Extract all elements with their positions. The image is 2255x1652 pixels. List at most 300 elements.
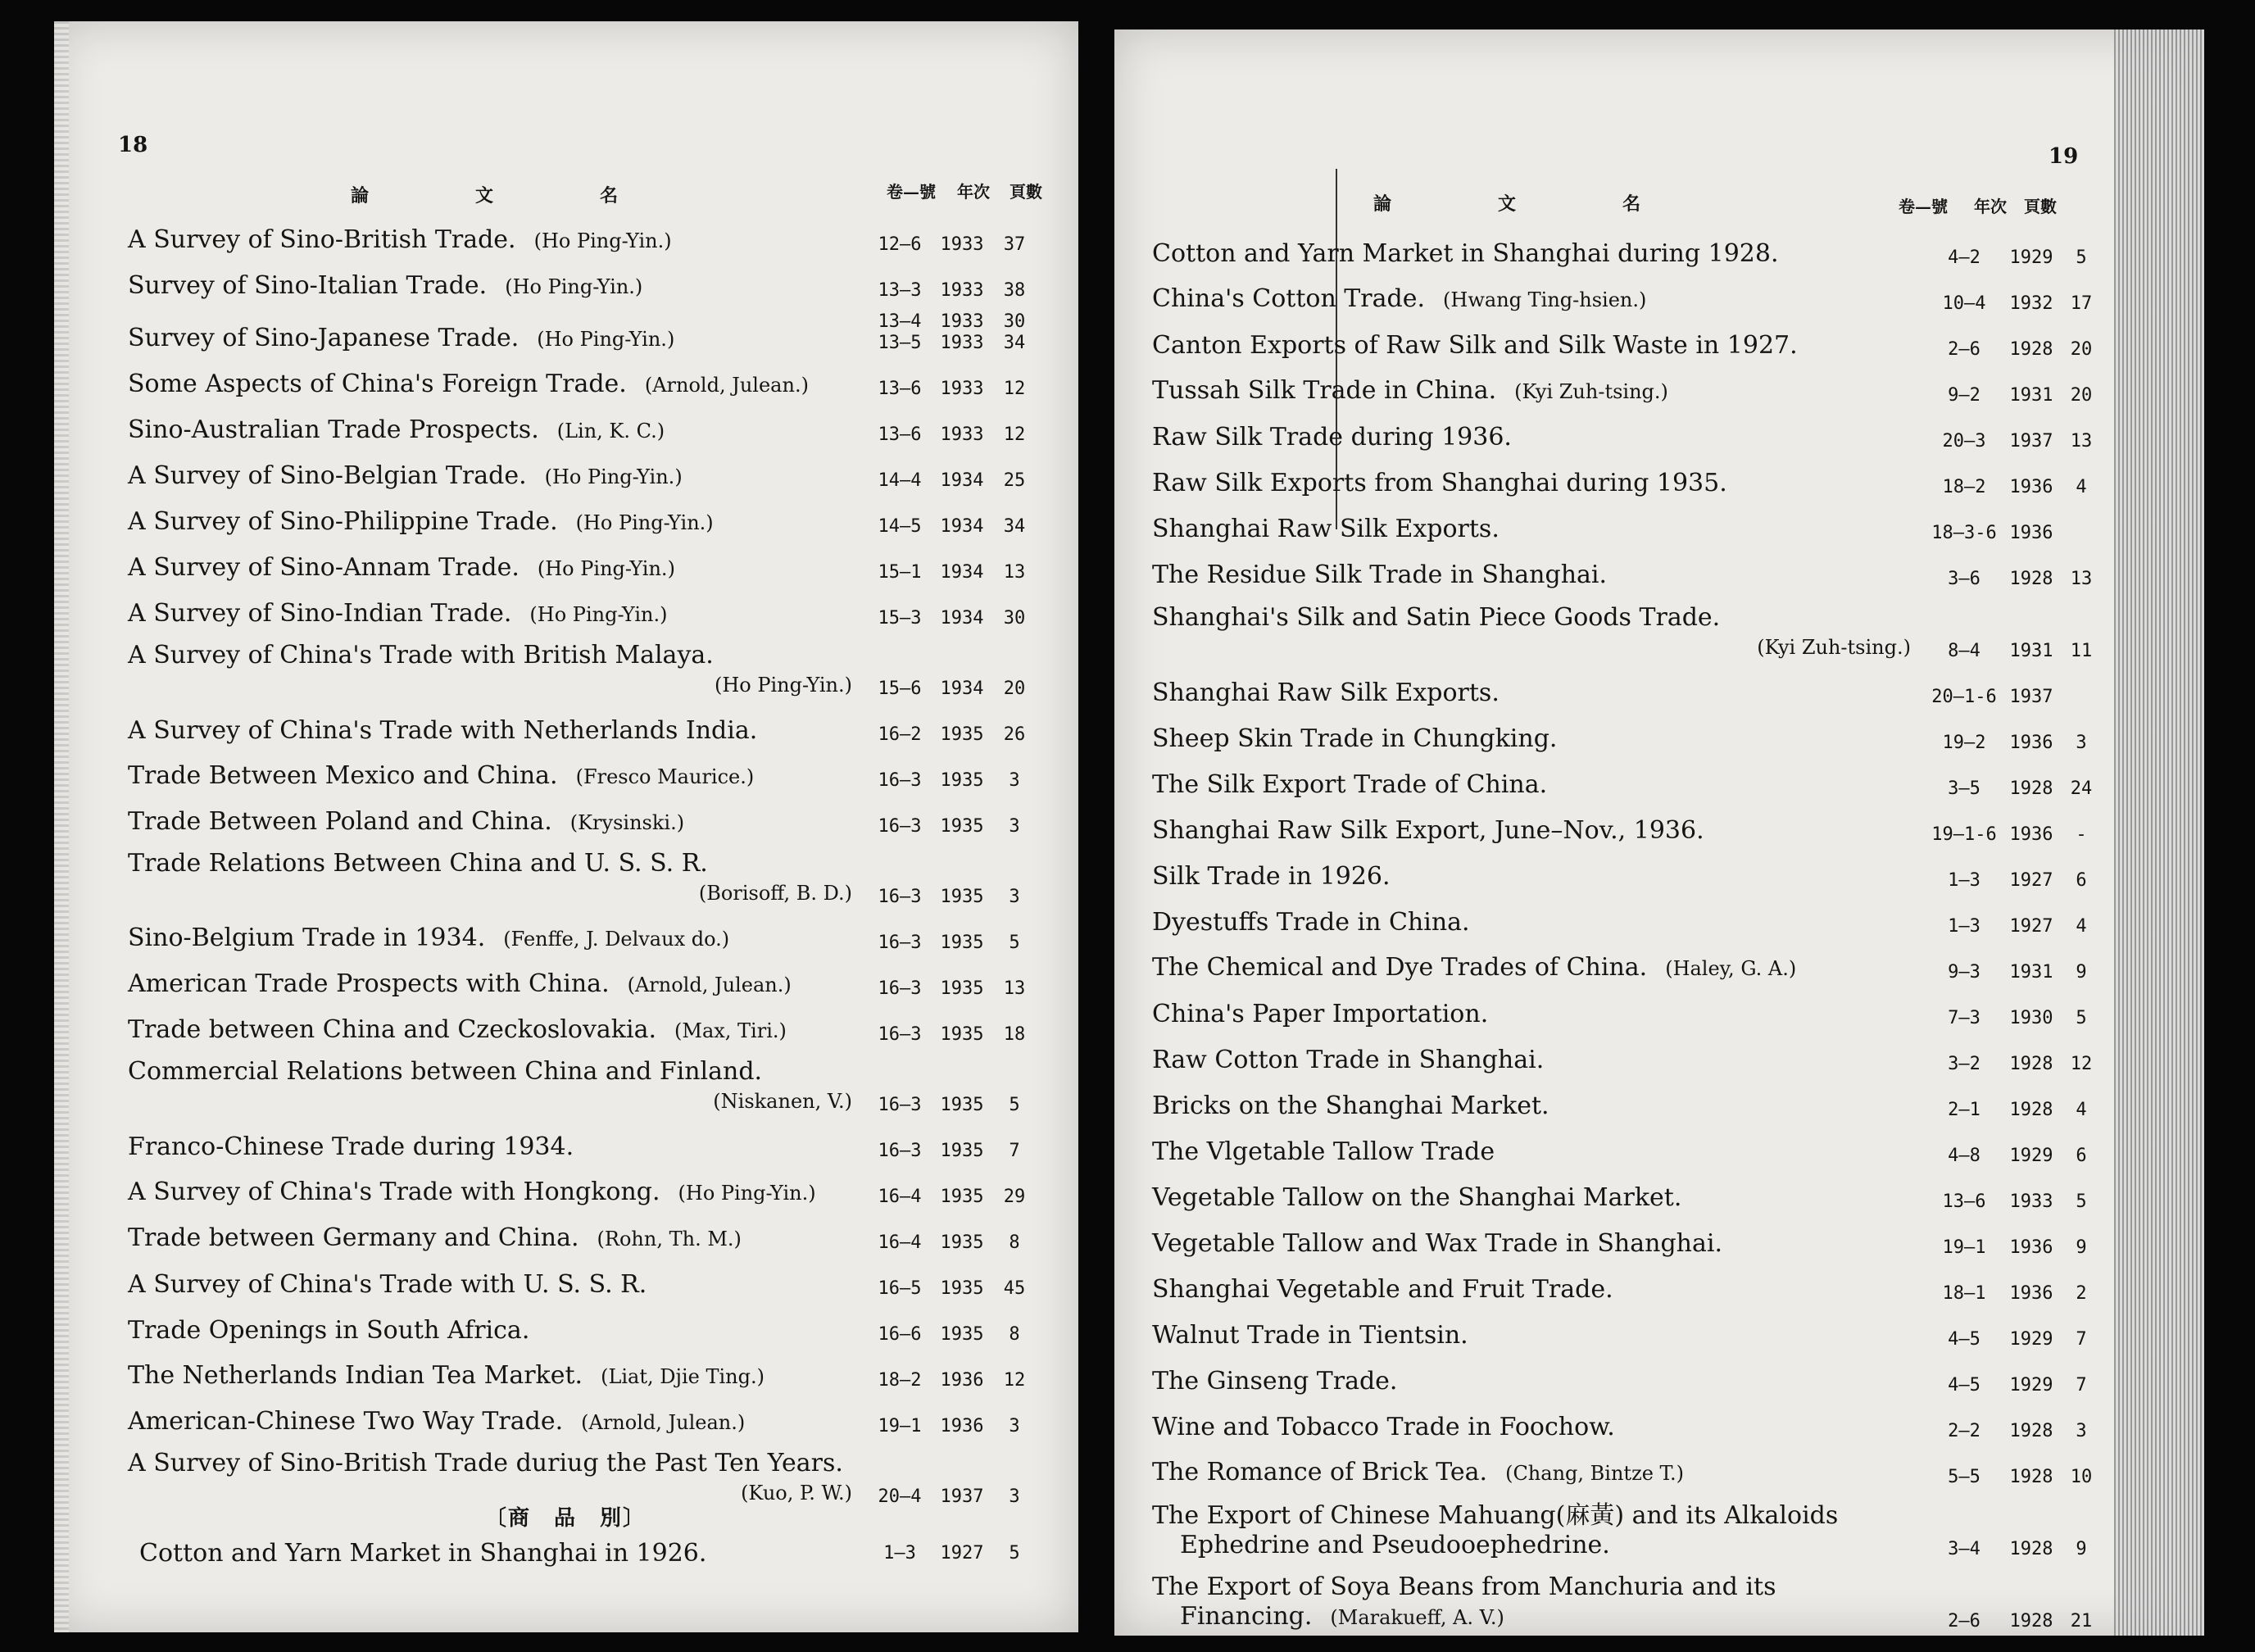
citation-year: 1933 <box>940 379 984 399</box>
entry-author: (Haley, G. A.) <box>1665 957 1797 980</box>
entry-title: American Trade Prospects with China. <box>128 969 610 998</box>
citation-vol: 16—3 <box>878 1095 922 1115</box>
column-header-title: 論 文 名 <box>1373 193 1641 215</box>
list-item <box>128 256 1037 302</box>
entry-author: (Chang, Bintze T.) <box>1505 1462 1685 1485</box>
citation-year: 1929 <box>2009 1375 2053 1396</box>
citation-year: 1933 1933 <box>940 311 984 353</box>
citation-vol: 16—3 <box>878 1024 922 1045</box>
entry-citation <box>867 470 1037 492</box>
entry-title-block <box>1152 1573 1926 1632</box>
citation-vol: 2—1 <box>1948 1100 1980 1120</box>
list-item <box>1152 1075 2103 1121</box>
list-item <box>1152 452 2103 498</box>
list-item <box>1152 754 2103 800</box>
citation-year: 1931 <box>2009 962 2053 983</box>
entry-title: Wine and Tobacco Trade in Foochow. <box>1152 1413 1615 1441</box>
list-item <box>128 400 1037 446</box>
citation-vol: 15—1 <box>878 562 922 583</box>
entry-title-block <box>128 924 867 954</box>
entry-citation <box>1926 431 2103 452</box>
entry-citation <box>867 608 1037 629</box>
citation-vol: 16—6 <box>878 1324 922 1345</box>
citation-vol: 4—8 <box>1948 1146 1980 1166</box>
right-page <box>1114 30 2204 1636</box>
list-item <box>1152 315 2103 361</box>
entry-title: Franco-Chinese Trade during 1934. <box>128 1132 574 1161</box>
citation-vol: 7—3 <box>1948 1008 1980 1028</box>
page-number: 18 <box>118 133 148 157</box>
list-item <box>1152 800 2103 846</box>
citation-year: 1936 <box>940 1370 984 1391</box>
citation-vol: 14—4 <box>878 470 922 491</box>
citation-year: 1935 <box>940 887 984 907</box>
citation-pages: 8 <box>1009 1232 1020 1253</box>
citation-pages: 3 <box>1009 770 1020 791</box>
entry-citation <box>1926 569 2103 590</box>
list-item <box>1152 361 2103 406</box>
list-item <box>1152 983 2103 1029</box>
citation-year: 1937 <box>2009 687 2053 707</box>
entry-title: China's Paper Importation. <box>1152 1000 1489 1028</box>
entry-citation <box>867 1324 1037 1346</box>
list-item <box>128 792 1037 837</box>
entry-title-block <box>128 225 867 256</box>
citation-pages: 37 <box>1003 234 1026 255</box>
citation-year: 1928 <box>2009 1100 2053 1120</box>
entry-title-block <box>1152 1275 1926 1305</box>
entry-title-block <box>128 1178 867 1208</box>
entry-title: Sino-Belgium Trade in 1934. <box>128 924 486 952</box>
entry-citation <box>1926 687 2103 708</box>
entry-title: Shanghai Raw Silk Export, June–Nov., 1936. <box>1152 816 1704 845</box>
entry-citation <box>1926 1467 2103 1488</box>
citation-pages: 29 <box>1003 1187 1026 1207</box>
citation-year: 1935 <box>940 816 984 837</box>
entry-title-block <box>128 1132 867 1162</box>
entry-title-block <box>1152 515 1926 544</box>
entry-author: (Fenffe, J. Delvaux do.) <box>503 928 730 951</box>
citation-year: 1927 <box>2009 870 2053 891</box>
citation-vol: 18—2 <box>878 1370 922 1391</box>
entry-citation <box>867 724 1037 746</box>
list-item <box>128 492 1037 538</box>
citation-vol: 19—2 <box>1942 733 1986 753</box>
citation-year: 1928 <box>2009 778 2053 799</box>
citation-vol: 3—4 <box>1948 1539 1980 1559</box>
entry-citation <box>1926 1611 2103 1632</box>
citation-pages: 2 <box>2076 1283 2087 1304</box>
entry-title: The Chemical and Dye Trades of China. <box>1152 953 1648 982</box>
list-item <box>1152 1167 2103 1213</box>
entry-title-block <box>128 1449 867 1508</box>
entry-citation <box>1926 339 2103 361</box>
citation-vol: 18—3-6 <box>1931 523 1997 543</box>
list-item <box>1152 892 2103 937</box>
entry-title: Trade between Germany and China. <box>128 1223 579 1252</box>
citation-year: 1932 <box>2009 293 2053 314</box>
citation-year: 1934 <box>940 516 984 537</box>
citation-pages: 26 <box>1003 724 1026 745</box>
citation-year: 1935 <box>940 1095 984 1115</box>
entry-title-block <box>1152 376 1926 406</box>
citation-year: 1936 <box>2009 824 2053 845</box>
entry-author: (Marakueff, A. V.) <box>1330 1606 1504 1629</box>
entry-author: (Ho Ping-Yin.) <box>678 1182 816 1205</box>
entry-title-block <box>128 849 867 908</box>
entry-citation <box>1926 962 2103 983</box>
entry-author: (Lin, K. C.) <box>556 420 665 442</box>
entry-title-block <box>1152 816 1926 846</box>
citation-vol: 16—3 <box>878 816 922 837</box>
list-item: Cotton and Yarn Market in Shanghai in 1926. 1—3 1927 5 <box>139 1539 1020 1568</box>
entry-title-cont: Ephedrine and Pseudooephedrine. <box>1180 1531 1610 1559</box>
entry-author: (Krysinski.) <box>569 811 685 834</box>
list-item <box>1152 708 2103 754</box>
entry-citation <box>1926 385 2103 406</box>
entry-author: (Fresco Maurice.) <box>575 765 755 788</box>
entry-title-block <box>1152 603 1926 662</box>
entry-title: Walnut Trade in Tientsin. <box>1152 1321 1468 1350</box>
citation-year: 1933 <box>940 424 984 445</box>
list-item <box>1152 406 2103 452</box>
entry-title-block <box>1152 239 1926 269</box>
entry-title: Commercial Relations between China and Finland. <box>128 1057 763 1086</box>
list-item <box>1152 1396 2103 1442</box>
entry-citation <box>867 887 1037 908</box>
list-item <box>1152 1121 2103 1167</box>
citation-pages: 4 <box>2076 916 2087 937</box>
citation-pages: 6 <box>2076 870 2087 891</box>
entry-title: Trade Between Mexico and China. <box>128 761 558 790</box>
entry-title: Raw Cotton Trade in Shanghai. <box>1152 1046 1545 1074</box>
entry-citation <box>867 1141 1037 1162</box>
citation-pages: 18 <box>1003 1024 1026 1045</box>
citation-vol: 13—6 <box>878 424 922 445</box>
citation-year: 1928 <box>2009 1467 2053 1487</box>
citation-year: 1933 <box>940 234 984 255</box>
entry-title-block <box>128 461 867 492</box>
entry-citation <box>867 1024 1037 1046</box>
citation-pages: 38 <box>1003 280 1026 301</box>
entry-title: Dyestuffs Trade in China. <box>1152 908 1470 937</box>
entry-title-block <box>128 969 867 1000</box>
entry-citation <box>1926 1283 2103 1305</box>
entry-author: (Kuo, P. W.) <box>741 1482 852 1504</box>
page-number: 19 <box>2049 144 2079 169</box>
entry-title: The Export of Soya Beans from Manchuria and its <box>1152 1573 1776 1601</box>
citation-vol: 2—2 <box>1948 1421 1980 1441</box>
entry-author: (Ho Ping-Yin.) <box>529 603 668 626</box>
citation-vol: 3—5 <box>1948 778 1980 799</box>
entry-citation <box>1926 1191 2103 1213</box>
entry-title: Trade between China and Czeckoslovakia. <box>128 1015 656 1044</box>
entry-citation <box>1926 824 2103 846</box>
citation-pages: 13 <box>2070 569 2093 589</box>
entry-title-block <box>128 370 867 400</box>
citation-pages: 30 34 <box>1003 311 1026 353</box>
citation-vol: 12—6 <box>878 234 922 255</box>
citation-year: 1937 <box>940 1486 984 1507</box>
citation-year: 1937 <box>2009 431 2053 452</box>
entry-title: Trade Between Poland and China. <box>128 807 552 836</box>
citation-vol: 16—4 <box>878 1187 922 1207</box>
entry-author: (Max, Tiri.) <box>674 1019 787 1042</box>
citation-vol: 16—3 <box>878 1141 922 1161</box>
entry-title-block <box>1152 1092 1926 1121</box>
list-item <box>128 1000 1037 1046</box>
citation-year: 1936 <box>2009 477 2053 497</box>
entry-title: The Silk Export Trade of China. <box>1152 770 1548 799</box>
entry-citation <box>1926 1008 2103 1029</box>
entry-title: Bricks on the Shanghai Market. <box>1152 1092 1549 1120</box>
entry-title-block <box>1152 423 1926 452</box>
entry-author: (Hwang Ting-hsien.) <box>1443 288 1647 311</box>
entry-citation <box>1926 1421 2103 1442</box>
entry-title: Shanghai's Silk and Satin Piece Goods Trade. <box>1152 603 1721 632</box>
entry-citation <box>867 1370 1037 1391</box>
citation-vol: 16—3 <box>878 770 922 791</box>
citation-year: 1936 <box>2009 523 2053 543</box>
entry-title: The Netherlands Indian Tea Market. <box>128 1361 583 1390</box>
entry-title: Raw Silk Trade during 1936. <box>1152 423 1512 452</box>
list-item <box>128 583 1037 629</box>
citation-vol: 3—6 <box>1948 569 1980 589</box>
entry-title: A Survey of China's Trade with Netherlands India. <box>128 716 758 745</box>
entry-title: Shanghai Raw Silk Exports. <box>1152 515 1500 543</box>
entry-title: A Survey of China's Trade with U. S. S. R. <box>128 1270 647 1299</box>
citation-vol: 5—5 <box>1948 1467 1980 1487</box>
entry-title: The Romance of Brick Tea. <box>1152 1458 1488 1486</box>
entry-title-block <box>1152 908 1926 937</box>
citation-pages: 13 <box>1003 978 1026 999</box>
column-header-title: 論 文 名 <box>351 185 619 206</box>
citation-pages: 7 <box>2076 1375 2087 1396</box>
entry-title-block <box>128 1407 867 1437</box>
entry-title-block <box>128 641 867 700</box>
citation-pages: 9 <box>2076 1237 2087 1258</box>
citation-year: 1928 <box>2009 1611 2053 1632</box>
citation-year: 1935 <box>940 770 984 791</box>
citation-year: 1936 <box>940 1416 984 1436</box>
list-item <box>1152 1259 2103 1305</box>
final-entry <box>139 1539 1037 1568</box>
list-item <box>1152 662 2103 708</box>
entry-title: A Survey of China's Trade with Hongkong. <box>128 1178 660 1206</box>
citation-pages: 4 <box>2076 477 2087 497</box>
entry-title-block <box>128 1015 867 1046</box>
entry-title: Sino-Australian Trade Prospects. <box>128 415 539 444</box>
entry-title: A Survey of Sino-Philippine Trade. <box>128 507 558 536</box>
citation-vol: 20—1-6 <box>1931 687 1997 707</box>
entry-author: (Liat, Djie Ting.) <box>601 1365 765 1388</box>
citation-pages: 20 <box>2070 339 2093 360</box>
list-item <box>128 1046 1037 1116</box>
left-page <box>54 21 1078 1632</box>
entry-title: A Survey of Sino-British Trade. <box>128 225 516 254</box>
list-item <box>128 629 1037 700</box>
entry-author: (Borisoff, B. D.) <box>698 882 852 905</box>
citation-pages: 13 <box>1003 562 1026 583</box>
citation-vol: 15—3 <box>878 608 922 629</box>
entry-citation <box>1926 870 2103 892</box>
citation-vol: 16—3 <box>878 978 922 999</box>
citation-vol: 2—6 <box>1948 1611 1980 1632</box>
citation-pages: 11 <box>2070 641 2093 661</box>
citation-pages: 5 <box>1009 933 1020 953</box>
citation-year: 1936 <box>2009 733 2053 753</box>
list-item <box>128 538 1037 583</box>
citation-pages: 25 <box>1003 470 1026 491</box>
entry-author: (Arnold, Julean.) <box>644 374 809 397</box>
citation-pages: 10 <box>2070 1467 2093 1487</box>
citation-pages: 3 <box>1009 816 1020 837</box>
entry-title: Tussah Silk Trade in China. <box>1152 376 1497 405</box>
citation-year: 1933 <box>940 280 984 301</box>
entry-citation <box>867 816 1037 837</box>
entry-citation <box>867 933 1037 954</box>
citation-vol: 16—5 <box>878 1278 922 1299</box>
citation-year: 1935 <box>940 1324 984 1345</box>
list-item <box>128 354 1037 400</box>
entry-citation <box>867 1486 1037 1508</box>
entry-title-block <box>128 507 867 538</box>
citation-vol: 2—6 <box>1948 339 1980 360</box>
entry-title: China's Cotton Trade. <box>1152 284 1426 313</box>
citation-vol: 9—3 <box>1948 962 1980 983</box>
list-item <box>128 1116 1037 1162</box>
entry-title: Vegetable Tallow on the Shanghai Market. <box>1152 1183 1682 1212</box>
citation-vol: 1—3 <box>1948 916 1980 937</box>
entry-title-block <box>1152 678 1926 708</box>
entry-citation <box>867 1187 1037 1208</box>
list-item <box>128 210 1037 256</box>
entry-title-cont: Financing. (Marakueff, A. V.) <box>1180 1602 1504 1631</box>
entry-title: Shanghai Vegetable and Fruit Trade. <box>1152 1275 1613 1304</box>
entry-citation <box>1926 1539 2103 1560</box>
entry-list <box>128 210 1037 1508</box>
entry-author: (Ho Ping-Yin.) <box>533 229 672 252</box>
entry-title-block <box>1152 770 1926 800</box>
entry-citation <box>1926 916 2103 937</box>
citation-vol: 16—2 <box>878 724 922 745</box>
citation-vol: 4—5 <box>1948 1329 1980 1350</box>
entry-citation <box>1926 1054 2103 1075</box>
entry-title-block <box>128 761 867 792</box>
citation-pages <box>2060 687 2103 708</box>
citation-pages: 12 <box>2070 1054 2093 1074</box>
citation-pages: 4 <box>2076 1100 2087 1120</box>
citation-vol: 18—2 <box>1942 477 1986 497</box>
entry-author: (Kyi Zuh-tsing.) <box>1514 380 1668 403</box>
entry-citation <box>867 1416 1037 1437</box>
citation-year: 1934 <box>940 562 984 583</box>
citation-year: 1931 <box>2009 385 2053 406</box>
entry-title-block <box>1152 1321 1926 1350</box>
entry-author: (Ho Ping-Yin.) <box>505 275 643 298</box>
citation-pages: 9 <box>2076 1539 2087 1559</box>
entry-citation <box>1926 778 2103 800</box>
list-item <box>1152 1350 2103 1396</box>
citation-vol: 20—4 <box>878 1486 922 1507</box>
entry-citation <box>867 234 1037 256</box>
list-item <box>128 302 1037 354</box>
entry-title: A Survey of Sino-Annam Trade. <box>128 553 520 582</box>
entry-title-block <box>128 1223 867 1254</box>
list-item <box>1152 1560 2103 1632</box>
entry-title-block <box>1152 724 1926 754</box>
citation-vol: 19—1 <box>1942 1237 1986 1258</box>
citation-year: 1929 <box>2009 1146 2053 1166</box>
entry-citation <box>1926 641 2103 662</box>
entry-title-block <box>1152 1458 1926 1488</box>
entry-title: A Survey of Sino-Indian Trade. <box>128 599 512 628</box>
entry-title: The Export of Chinese Mahuang(麻黃) and its Alkaloids <box>1152 1501 1839 1530</box>
citation-vol: 18—1 <box>1942 1283 1986 1304</box>
list-item <box>128 446 1037 492</box>
citation-pages: 13 <box>2070 431 2093 452</box>
citation-pages: 24 <box>2070 778 2093 799</box>
list-item <box>128 1346 1037 1391</box>
entry-citation <box>867 770 1037 792</box>
citation-vol: 3—2 <box>1948 1054 1980 1074</box>
citation-year: 1934 <box>940 678 984 699</box>
entry-title: Shanghai Raw Silk Exports. <box>1152 678 1500 707</box>
citation-year: 1929 <box>2009 1329 2053 1350</box>
citation-pages: 12 <box>1003 1370 1026 1391</box>
citation-pages: 5 <box>2076 1191 2087 1212</box>
citation-vol: 8—4 <box>1948 641 1980 661</box>
list-item <box>128 746 1037 792</box>
entry-author: (Ho Ping-Yin.) <box>537 328 675 351</box>
entry-title: Silk Trade in 1926. <box>1152 862 1391 891</box>
citation-pages: 45 <box>1003 1278 1026 1299</box>
entry-title-block <box>1152 1367 1926 1396</box>
entry-title: The Vlgetable Tallow Trade <box>1152 1137 1495 1166</box>
citation-year: 1928 <box>2009 1539 2053 1559</box>
citation-vol: 13—6 <box>878 379 922 399</box>
citation-pages: 3 <box>2076 1421 2087 1441</box>
entry-author: (Rohn, Th. M.) <box>597 1228 742 1250</box>
citation-year: 1935 <box>940 1141 984 1161</box>
entry-author: (Kyi Zuh-tsing.) <box>1757 636 1911 659</box>
citation-year: 1927 <box>2009 916 2053 937</box>
list-item <box>1152 1213 2103 1259</box>
citation-year: 1933 <box>2009 1191 2053 1212</box>
citation-year: 1935 <box>940 1187 984 1207</box>
list-item <box>1152 937 2103 983</box>
citation-vol: 13—4 13—5 <box>878 311 922 353</box>
citation-year: 1936 <box>2009 1237 2053 1258</box>
citation-vol: 19—1 <box>878 1416 922 1436</box>
entry-citation <box>1926 1146 2103 1167</box>
entry-citation <box>1926 1329 2103 1350</box>
entry-citation <box>1926 1100 2103 1121</box>
citation-pages: 6 <box>2076 1146 2087 1166</box>
list-item <box>128 954 1037 1000</box>
entry-title-block <box>1152 1229 1926 1259</box>
citation-year: 1931 <box>2009 641 2053 661</box>
list-item <box>1152 1488 2103 1560</box>
list-item <box>128 1254 1037 1300</box>
entry-citation <box>867 1232 1037 1254</box>
citation-year: 1928 <box>2009 1054 2053 1074</box>
entry-title: American-Chinese Two Way Trade. <box>128 1407 564 1436</box>
list-item <box>1152 269 2103 315</box>
citation-vol: 1—3 <box>1948 870 1980 891</box>
list-item <box>128 1162 1037 1208</box>
entry-title-block <box>1152 1183 1926 1213</box>
